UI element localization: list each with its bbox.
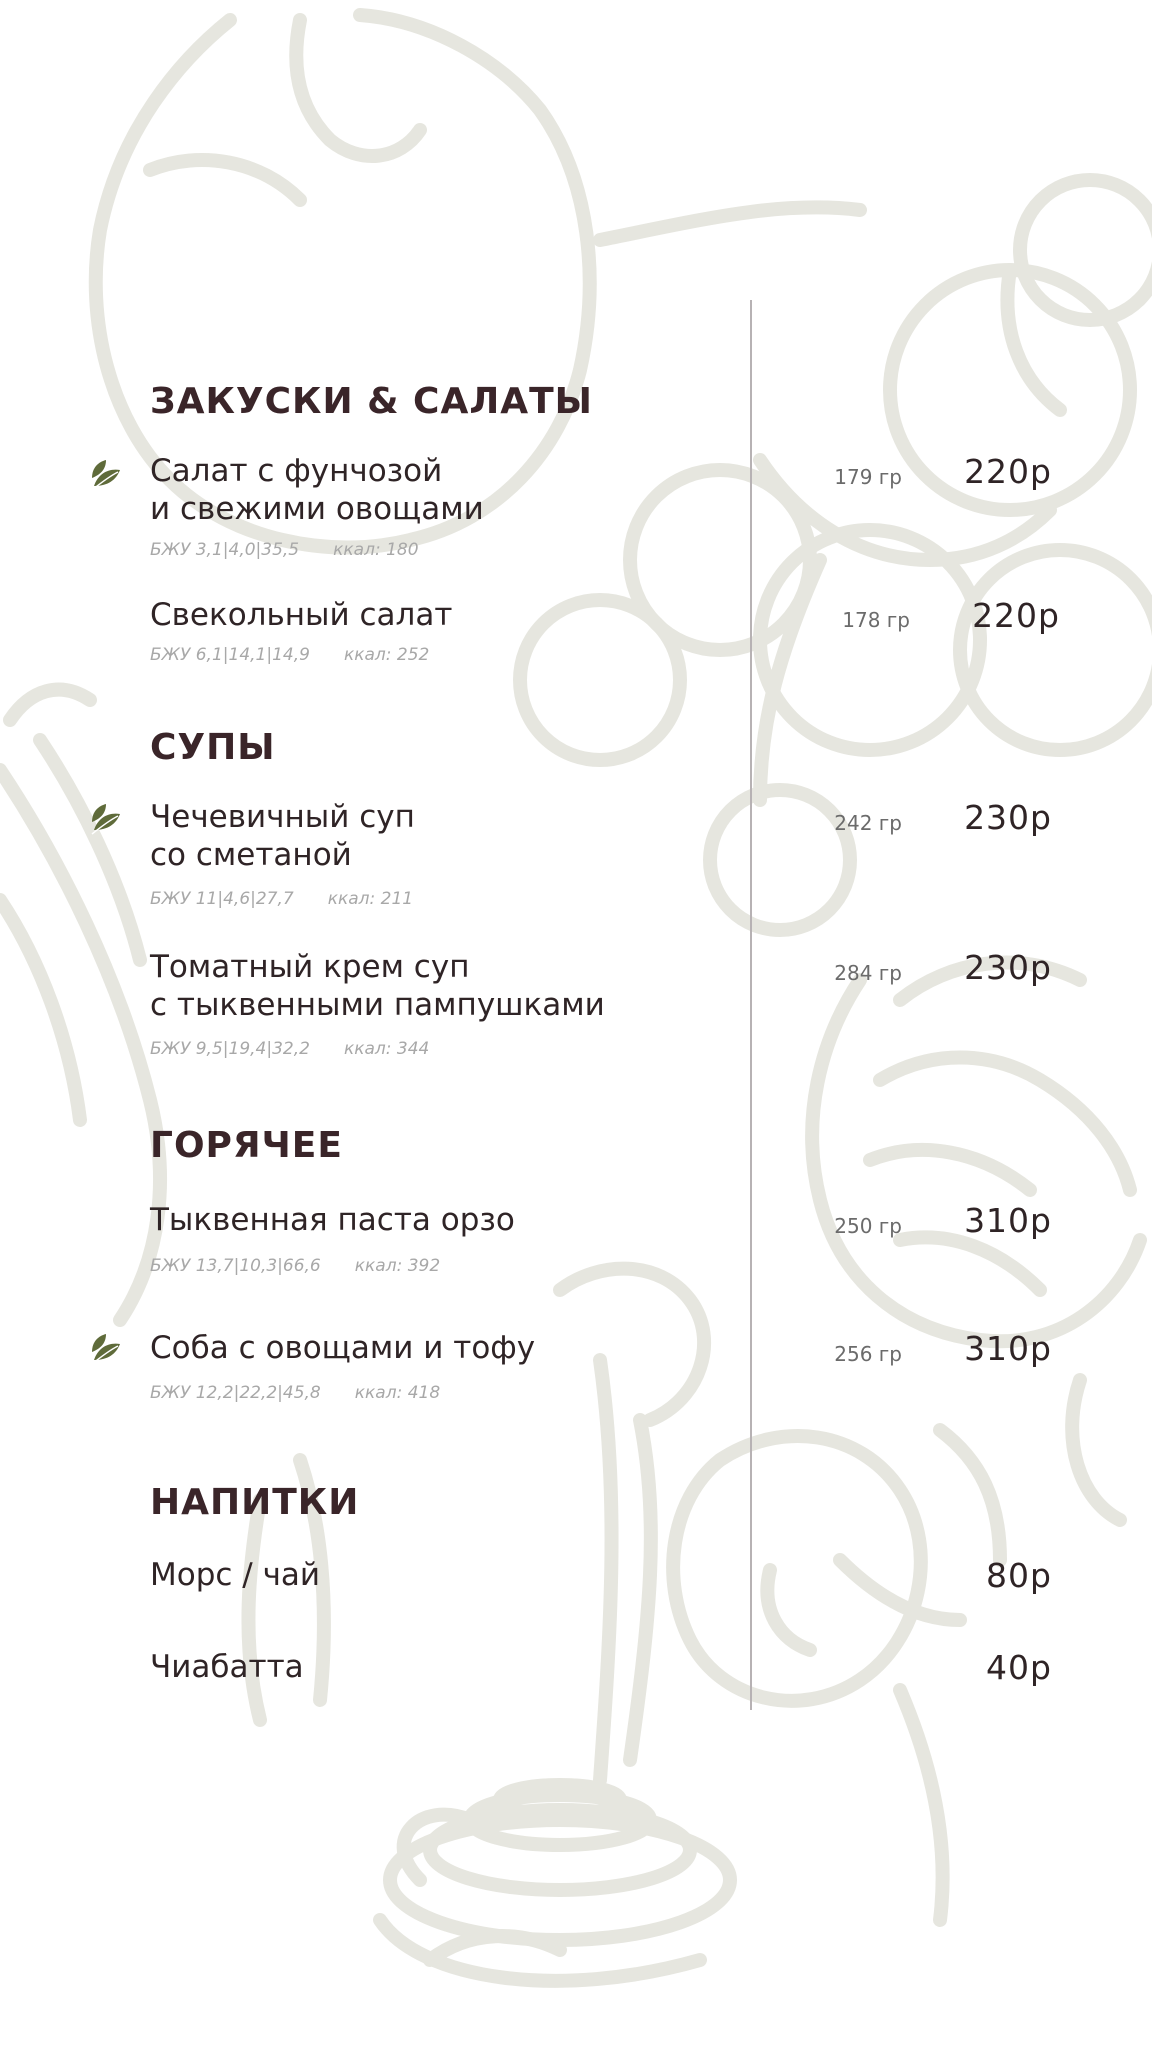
section-title-hot-dishes: ГОРЯЧЕЕ: [150, 1125, 343, 1166]
item-price: 220р: [972, 596, 1060, 635]
section-title-soups: СУПЫ: [150, 727, 276, 768]
item-weight: 284 гр: [834, 961, 902, 985]
menu-item-name: Морс / чай: [150, 1557, 321, 1593]
nutrition-kcal: ккал: 252: [343, 645, 430, 665]
leaf-icon: [88, 1330, 128, 1370]
nutrition-info: [150, 540, 419, 560]
menu-item-name: Салат с фунчозой: [150, 453, 443, 489]
nutrition-info: [150, 1039, 429, 1059]
leaf-icon: [88, 456, 128, 496]
menu-item-name-line2: со сметаной: [150, 837, 352, 873]
menu-item-name: Чиабатта: [150, 1649, 304, 1685]
nutrition-info: [150, 645, 429, 665]
menu-item-name: Соба с овощами и тофу: [150, 1330, 536, 1366]
section-title-appetizers: ЗАКУСКИ & САЛАТЫ: [150, 381, 593, 422]
nutrition-info: [150, 1383, 440, 1403]
menu-item-name: Томатный крем суп: [150, 949, 470, 985]
nutrition-kcal: ккал: 344: [343, 1039, 430, 1059]
menu-item-name-line2: и свежими овощами: [150, 491, 484, 527]
menu-item-name: Свекольный салат: [150, 597, 453, 633]
nutrition-kcal: ккал: 211: [327, 889, 414, 909]
item-price: 310р: [964, 1329, 1052, 1368]
item-price: 220р: [964, 452, 1052, 491]
item-price: 230р: [964, 798, 1052, 837]
item-weight: 256 гр: [834, 1342, 902, 1366]
column-divider: [750, 300, 752, 1710]
item-weight: 179 гр: [834, 465, 902, 489]
menu-item-name: Чечевичный суп: [150, 799, 415, 835]
nutrition-bju: БЖУ 9,5|19,4|32,2: [150, 1039, 310, 1059]
item-price: 310р: [964, 1201, 1052, 1240]
leaf-icon: [88, 800, 128, 840]
item-weight: 178 гр: [842, 608, 910, 632]
nutrition-bju: БЖУ 13,7|10,3|66,6: [150, 1256, 321, 1276]
nutrition-kcal: ккал: 392: [354, 1256, 441, 1276]
nutrition-info: [150, 889, 413, 909]
nutrition-kcal: ккал: 418: [354, 1383, 441, 1403]
menu-item-name: Тыквенная паста орзо: [150, 1202, 515, 1238]
item-price: 80р: [986, 1556, 1052, 1595]
item-weight: 242 гр: [834, 811, 902, 835]
nutrition-bju: БЖУ 3,1|4,0|35,5: [150, 540, 300, 560]
section-title-drinks: НАПИТКИ: [150, 1482, 360, 1523]
nutrition-bju: БЖУ 12,2|22,2|45,8: [150, 1383, 321, 1403]
nutrition-kcal: ккал: 180: [333, 540, 419, 560]
nutrition-info: [150, 1256, 440, 1276]
item-weight: 250 гр: [834, 1214, 902, 1238]
item-price: 230р: [964, 948, 1052, 987]
item-price: 40р: [986, 1648, 1052, 1687]
nutrition-bju: БЖУ 11|4,6|27,7: [150, 889, 294, 909]
menu-item-name-line2: с тыквенными пампушками: [150, 987, 605, 1023]
nutrition-bju: БЖУ 6,1|14,1|14,9: [150, 645, 310, 665]
